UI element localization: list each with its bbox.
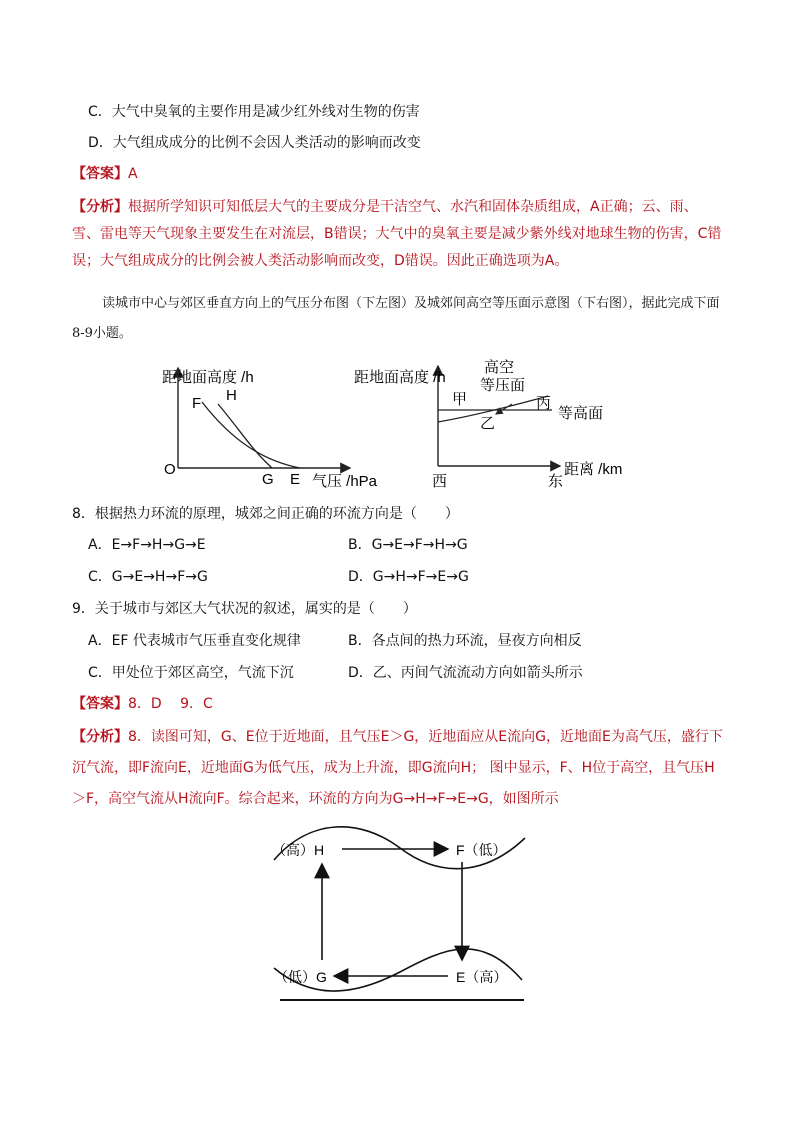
q7-answer (72, 164, 138, 184)
point-g-label: G (262, 471, 274, 488)
h-label: （高）H (272, 842, 325, 858)
curve-h-label: H (226, 387, 237, 404)
e-label: E（高） (456, 969, 508, 985)
point-e-label: E (290, 471, 301, 488)
curve-fe (202, 402, 300, 468)
point-jia-label: 甲 (452, 391, 468, 408)
q9-option-c: C．甲处位于郊区高空，气流下沉 (88, 665, 294, 681)
circulation-diagram (270, 822, 530, 1012)
answer-value: A (128, 166, 138, 182)
q8-option-c: C．G→E→H→F→G (88, 569, 208, 585)
y-axis-label: 距地面高度 /h (354, 369, 446, 386)
west-label: 西 (432, 473, 448, 490)
curve-hg (218, 404, 272, 468)
surface-label-1: 高空 (484, 359, 515, 376)
x-axis-label: 气压 /hPa (312, 473, 378, 490)
q9-option-b: B．各点间的热力环流，昼夜方向相反 (348, 633, 582, 649)
point-bing-label: 丙 (536, 395, 552, 412)
answer-label: 【答案】 (72, 166, 128, 182)
curve-f-label: F (192, 395, 202, 412)
analysis-text: 根据所学知识可知低层大气的主要成分是干洁空气、水汽和固体杂质组成，A正确；云、雨、雪、雷电等天气现象主要发生在对流层，B错误；大气中的臭氧主要是减少紫外线对地球生物的伤害，C错误；大气组成成分的比例会被人类活动影响而改变，D错误。因此正确选项为A。 (72, 199, 722, 269)
surface-label-2: 等压面 (480, 377, 526, 394)
q9-option-a: A．EF 代表城市气压垂直变化规律 (88, 633, 301, 649)
g-label: （低）G (274, 969, 327, 985)
q8-option-b: B．G→E→F→H→G (348, 537, 468, 553)
right-isobar-chart (352, 352, 642, 494)
q7-option-c: C．大气中臭氧的主要作用是减少红外线对生物的伤害 (88, 104, 420, 120)
q7-analysis (72, 194, 724, 275)
q8-option-d: D．G→H→F→E→G (348, 569, 469, 585)
q8-9-answer (72, 694, 213, 714)
point-yi-label: 乙 (480, 415, 496, 432)
f-label: F（低） (456, 842, 507, 858)
origin-label: O (164, 461, 176, 478)
q9-stem: 9．关于城市与郊区大气状况的叙述，属实的是（ ） (72, 601, 417, 617)
analysis-label: 【分析】 (72, 729, 128, 745)
q8-option-a: A．E→F→H→G→E (88, 537, 206, 553)
answer-label: 【答案】 (72, 696, 128, 712)
contour-label: 等高面 (558, 405, 604, 422)
answer-value: 8．D 9．C (128, 696, 213, 712)
intro-text: 读城市中心与郊区垂直方向上的气压分布图（下左图）及城郊间高空等压面示意图（下右图），据此完成下面8-9小题。 (72, 296, 720, 341)
q8-stem: 8．根据热力环流的原理，城郊之间正确的环流方向是（ ） (72, 506, 459, 522)
left-pressure-chart (150, 358, 378, 494)
y-axis-label: 距地面高度 /h (162, 369, 254, 386)
distance-axis-label: 距离 /km (564, 461, 623, 478)
q7-option-d: D．大气组成成分的比例不会因人类活动的影响而改变 (88, 135, 421, 151)
analysis-label: 【分析】 (72, 199, 128, 215)
analysis-text: 8．读图可知，G、E位于近地面，且气压E＞G，近地面应从E流向G，近地面E为高气压，盛行下沉气流，即F流向E，近地面G为低气压，成为上升流，即G流向H； 图中显示，F、H位于高空，且气压H＞F，高空气流从H流向F。综合起来，环流的方向为G→H→F→E→G，如图所示 (72, 729, 723, 807)
q8-analysis (72, 722, 724, 815)
q9-option-d: D．乙、丙间气流流动方向如箭头所示 (348, 665, 583, 681)
east-label: 东 (548, 473, 564, 490)
